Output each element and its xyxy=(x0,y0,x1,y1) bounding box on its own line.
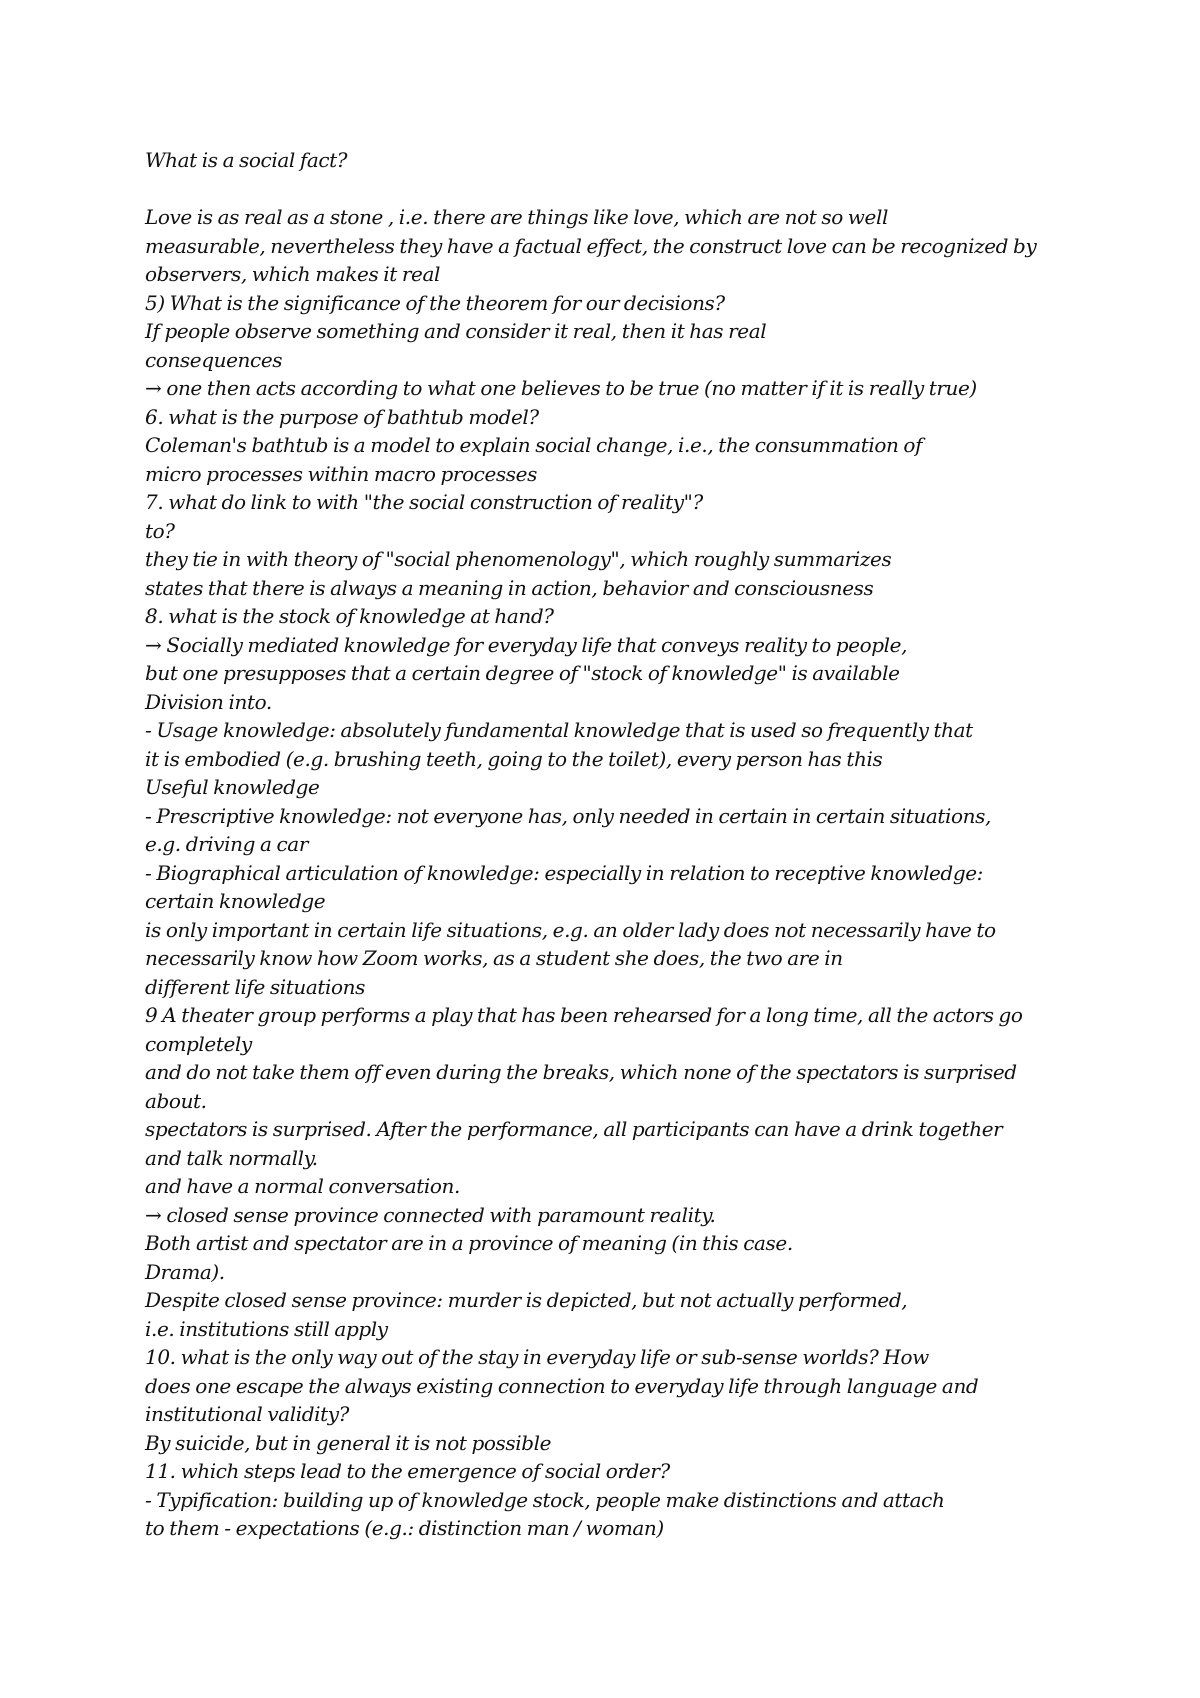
text-line: they tie in with theory of "social phenomenology", which roughly summarizes xyxy=(145,547,892,571)
text-line: If people observe something and consider it real, then it has real xyxy=(145,319,767,343)
question-heading: What is a social fact? xyxy=(145,148,348,172)
list-item-line: - Biographical articulation of knowledge: especially in relation to receptive knowledge: xyxy=(145,860,984,885)
text-line: i.e. institutions still apply xyxy=(145,1316,388,1341)
list-item-line: - Prescriptive knowledge: not everyone has, only needed in certain in certain situations, xyxy=(145,803,991,828)
text-line: observers, which makes it real xyxy=(145,262,440,286)
text-line: and talk normally. xyxy=(145,1145,318,1170)
question-line: 8. what is the stock of knowledge at hand? xyxy=(145,604,554,628)
text-line: micro processes within macro processes xyxy=(145,461,537,486)
text-line: Division into. xyxy=(145,689,272,714)
text-line: about. xyxy=(145,1088,207,1113)
text-line: → Socially mediated knowledge for everyday life that conveys reality to people, xyxy=(145,632,908,657)
text-line: to them - expectations (e.g.: distinction man / woman) xyxy=(145,1516,664,1540)
question-line: 5) What is the significance of the theorem for our decisions? xyxy=(145,290,725,315)
text-line: necessarily know how Zoom works, as a student she does, the two are in xyxy=(145,946,843,970)
question-line: 11. which steps lead to the emergence of social order? xyxy=(145,1459,670,1483)
text-line: Both artist and spectator are in a province of meaning (in this case. xyxy=(145,1231,793,1255)
text-line: → closed sense province connected with paramount reality. xyxy=(145,1202,716,1227)
text-line: consequences xyxy=(145,347,283,372)
text-line: and do not take them off even during the breaks, which none of the spectators is surprised xyxy=(145,1060,1017,1084)
question-line: 7. what do link to with "the social construction of reality"? xyxy=(145,490,703,514)
text-line: is only important in certain life situations, e.g. an older lady does not necessarily have to xyxy=(145,917,996,942)
text-line: spectators is surprised. After the performance, all participants can have a drink together xyxy=(145,1117,1003,1141)
text-line: certain knowledge xyxy=(145,889,326,913)
text-line: Love is as real as a stone , i.e. there are things like love, which are not so well xyxy=(145,205,888,229)
text-line: measurable, nevertheless they have a factual effect, the construct love can be recognized by xyxy=(145,233,1037,258)
text-line: institutional validity? xyxy=(145,1402,349,1426)
text-line: completely xyxy=(145,1031,252,1056)
text-line: e.g. driving a car xyxy=(145,832,308,856)
text-line: Useful knowledge xyxy=(145,775,320,799)
text-line: to? xyxy=(145,518,175,543)
text-line: By suicide, but in general it is not possible xyxy=(145,1430,552,1455)
question-line: 10. what is the only way out of the stay in everyday life or sub-sense worlds? How xyxy=(145,1345,929,1369)
text-line: and have a normal conversation. xyxy=(145,1174,460,1198)
text-line: Drama). xyxy=(145,1259,225,1284)
text-line: but one presupposes that a certain degree of "stock of knowledge" is available xyxy=(145,661,900,685)
list-item-line: - Usage knowledge: absolutely fundamental knowledge that is used so frequently that xyxy=(145,718,973,742)
document-body xyxy=(145,146,1075,1543)
question-line: 6. what is the purpose of bathtub model? xyxy=(145,404,539,429)
text-line: states that there is always a meaning in action, behavior and consciousness xyxy=(145,575,874,600)
text-line: Despite closed sense province: murder is depicted, but not actually performed, xyxy=(145,1288,908,1312)
text-line: it is embodied (e.g. brushing teeth, going to the toilet), every person has this xyxy=(145,746,883,771)
text-line: Coleman's bathtub is a model to explain social change, i.e., the consummation of xyxy=(145,433,923,457)
text-line: different life situations xyxy=(145,974,366,999)
text-line: does one escape the always existing connection to everyday life through language and xyxy=(145,1373,979,1398)
list-item-line: - Typification: building up of knowledge stock, people make distinctions and attach xyxy=(145,1487,945,1512)
blank-line xyxy=(145,175,1075,204)
question-line: 9 A theater group performs a play that has been rehearsed for a long time, all the actors go xyxy=(145,1003,1023,1027)
text-line: → one then acts according to what one believes to be true (no matter if it is really true) xyxy=(145,376,977,400)
